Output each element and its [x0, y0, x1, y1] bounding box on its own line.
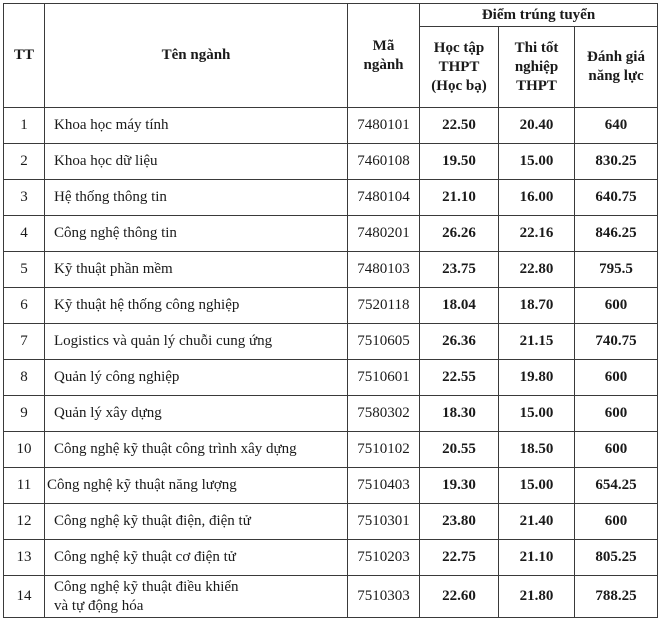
row-score-thpt: 22.16	[499, 216, 575, 252]
row-major-code: 7510605	[348, 324, 420, 360]
table-row	[4, 396, 658, 432]
row-major-name-line1: Công nghệ kỹ thuật điều khiển	[54, 578, 239, 595]
row-index: 12	[4, 504, 45, 540]
row-score-hoc-ba: 22.55	[420, 360, 499, 396]
row-index: 7	[4, 324, 45, 360]
row-major-name: Quản lý xây dựng	[45, 396, 348, 432]
row-major-code: 7460108	[348, 144, 420, 180]
admission-scores-table	[3, 3, 658, 618]
row-score-hoc-ba: 22.50	[420, 108, 499, 144]
row-score-thpt: 21.15	[499, 324, 575, 360]
row-major-name: Công nghệ kỹ thuật cơ điện tử	[45, 540, 348, 576]
row-score-thpt: 15.00	[499, 396, 575, 432]
row-index: 11	[4, 468, 45, 504]
header-ma-nganh: Mã ngành	[348, 4, 420, 108]
row-score-thpt: 21.40	[499, 504, 575, 540]
row-major-name: Công nghệ thông tin	[45, 216, 348, 252]
table-row	[4, 504, 658, 540]
row-major-name	[45, 576, 348, 618]
row-score-hoc-ba: 18.04	[420, 288, 499, 324]
row-score-dgnl: 640	[575, 108, 658, 144]
row-score-hoc-ba: 26.36	[420, 324, 499, 360]
row-score-hoc-ba: 23.80	[420, 504, 499, 540]
header-danh-gia-nang-luc: Đánh giá năng lực	[575, 27, 658, 108]
row-major-code: 7480101	[348, 108, 420, 144]
row-major-name: Kỹ thuật phần mềm	[45, 252, 348, 288]
row-score-hoc-ba: 23.75	[420, 252, 499, 288]
row-score-thpt: 18.70	[499, 288, 575, 324]
row-index: 8	[4, 360, 45, 396]
table-row	[4, 360, 658, 396]
row-score-hoc-ba: 20.55	[420, 432, 499, 468]
row-score-thpt: 18.50	[499, 432, 575, 468]
row-score-thpt: 21.80	[499, 576, 575, 618]
header-hoc-tap-thpt: Học tập THPT (Học bạ)	[420, 27, 499, 108]
row-index: 6	[4, 288, 45, 324]
row-score-hoc-ba: 21.10	[420, 180, 499, 216]
header-thi-tot-nghiep: Thi tốt nghiệp THPT	[499, 27, 575, 108]
row-score-dgnl: 600	[575, 504, 658, 540]
row-score-thpt: 19.80	[499, 360, 575, 396]
row-major-code: 7510102	[348, 432, 420, 468]
table-row	[4, 432, 658, 468]
row-score-thpt: 15.00	[499, 144, 575, 180]
row-score-dgnl: 788.25	[575, 576, 658, 618]
row-score-dgnl: 654.25	[575, 468, 658, 504]
row-major-code: 7480104	[348, 180, 420, 216]
row-score-dgnl: 846.25	[575, 216, 658, 252]
row-score-hoc-ba: 22.60	[420, 576, 499, 618]
row-index: 10	[4, 432, 45, 468]
table-row	[4, 468, 658, 504]
row-major-name: Công nghệ kỹ thuật điện, điện tử	[45, 504, 348, 540]
header-diem-trung-tuyen: Điểm trúng tuyển	[420, 4, 658, 27]
row-score-dgnl: 805.25	[575, 540, 658, 576]
row-major-name: Khoa học máy tính	[45, 108, 348, 144]
row-score-hoc-ba: 19.50	[420, 144, 499, 180]
row-major-code: 7480103	[348, 252, 420, 288]
row-major-name-line2: và tự động hóa	[54, 597, 144, 614]
row-score-thpt: 15.00	[499, 468, 575, 504]
table-row	[4, 288, 658, 324]
row-major-name: Logistics và quản lý chuỗi cung ứng	[45, 324, 348, 360]
row-major-code: 7510303	[348, 576, 420, 618]
row-score-dgnl: 600	[575, 396, 658, 432]
row-score-dgnl: 830.25	[575, 144, 658, 180]
row-score-hoc-ba: 26.26	[420, 216, 499, 252]
row-index: 1	[4, 108, 45, 144]
row-index: 2	[4, 144, 45, 180]
table-row	[4, 108, 658, 144]
row-major-code: 7520118	[348, 288, 420, 324]
row-score-thpt: 16.00	[499, 180, 575, 216]
row-major-code: 7480201	[348, 216, 420, 252]
table-row	[4, 144, 658, 180]
table-row	[4, 324, 658, 360]
header-ten-nganh: Tên ngành	[45, 4, 348, 108]
table-row	[4, 180, 658, 216]
row-major-name: Hệ thống thông tin	[45, 180, 348, 216]
row-major-code: 7510301	[348, 504, 420, 540]
row-score-thpt: 20.40	[499, 108, 575, 144]
row-index: 14	[4, 576, 45, 618]
row-score-dgnl: 795.5	[575, 252, 658, 288]
row-index: 9	[4, 396, 45, 432]
row-score-thpt: 22.80	[499, 252, 575, 288]
row-major-name: Quản lý công nghiệp	[45, 360, 348, 396]
row-major-code: 7580302	[348, 396, 420, 432]
table-row	[4, 216, 658, 252]
row-score-dgnl: 600	[575, 432, 658, 468]
table-row	[4, 540, 658, 576]
row-major-name: Công nghệ kỹ thuật năng lượng	[45, 468, 348, 504]
row-score-thpt: 21.10	[499, 540, 575, 576]
row-index: 13	[4, 540, 45, 576]
table-row	[4, 576, 658, 618]
header-tt: TT	[4, 4, 45, 108]
table-row	[4, 252, 658, 288]
row-major-name: Kỹ thuật hệ thống công nghiệp	[45, 288, 348, 324]
row-score-dgnl: 640.75	[575, 180, 658, 216]
row-major-code: 7510203	[348, 540, 420, 576]
row-score-hoc-ba: 22.75	[420, 540, 499, 576]
row-index: 3	[4, 180, 45, 216]
row-score-dgnl: 740.75	[575, 324, 658, 360]
row-major-name: Khoa học dữ liệu	[45, 144, 348, 180]
row-score-dgnl: 600	[575, 360, 658, 396]
row-index: 5	[4, 252, 45, 288]
row-score-hoc-ba: 19.30	[420, 468, 499, 504]
row-major-code: 7510403	[348, 468, 420, 504]
row-score-hoc-ba: 18.30	[420, 396, 499, 432]
row-major-name: Công nghệ kỹ thuật công trình xây dựng	[45, 432, 348, 468]
row-major-code: 7510601	[348, 360, 420, 396]
row-score-dgnl: 600	[575, 288, 658, 324]
row-index: 4	[4, 216, 45, 252]
